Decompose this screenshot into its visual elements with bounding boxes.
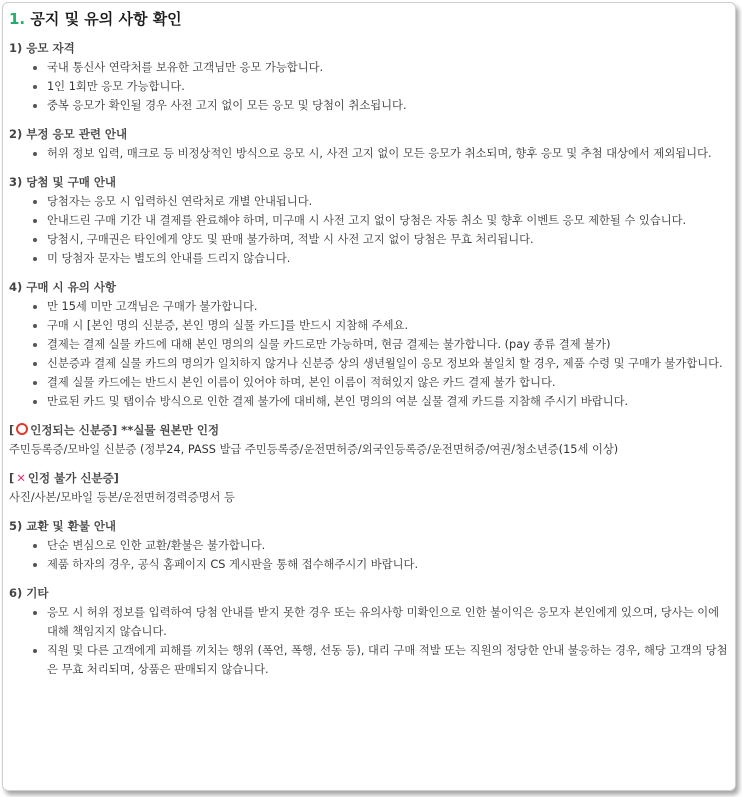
bracket: [ bbox=[9, 423, 15, 437]
page-title bbox=[9, 9, 729, 29]
section-winning bbox=[9, 173, 729, 268]
list-item: 제품 하자의 경우, 공식 홈페이지 CS 게시판을 통해 접수해주시기 바랍니다. bbox=[47, 555, 729, 574]
list-item: 만료된 카드 및 탭이슈 방식으로 인한 결제 불가에 대비해, 본인 명의의 여분 실물 결제 카드를 지참해 주시기 바랍니다. bbox=[47, 392, 729, 411]
list-item: 중복 응모가 확인될 경우 사전 고지 없이 모든 응모 및 당첨이 취소됩니다. bbox=[47, 96, 729, 115]
section-heading: 3) 당첨 및 구매 안내 bbox=[9, 175, 117, 189]
section-eligibility bbox=[9, 39, 729, 115]
rejected-id-heading bbox=[9, 469, 729, 488]
bullet-list bbox=[9, 58, 729, 115]
notice-panel bbox=[2, 2, 736, 791]
list-item: 응모 시 허위 정보를 입력하여 당첨 안내를 받지 못한 경우 또는 유의사항 미확인으로 인한 불이익은 응모자 본인에게 있으며, 당사는 이에 대해 책임지지 않습니다. bbox=[47, 603, 729, 641]
list-item: 만 15세 미만 고객님은 구매가 불가합니다. bbox=[47, 297, 729, 316]
section-heading: 6) 기타 bbox=[9, 586, 49, 600]
list-item: 허위 정보 입력, 매크로 등 비정상적인 방식으로 응모 시, 사전 고지 없이 모든 응모가 취소되며, 향후 응모 및 추첨 대상에서 제외됩니다. bbox=[47, 144, 729, 163]
title-text: 공지 및 유의 사항 확인 bbox=[30, 10, 182, 28]
rejected-id-text: 사진/사본/모바일 등본/운전면허경력증명서 등 bbox=[9, 491, 235, 504]
section-refund bbox=[9, 517, 729, 574]
list-item: 당첨시, 구매권은 타인에게 양도 및 판매 불가하며, 적발 시 사전 고지 없이 당첨은 무효 처리됩니다. bbox=[47, 230, 729, 249]
list-item: 결제 실물 카드에는 반드시 본인 이름이 있어야 하며, 본인 이름이 적혀있지 않은 카드 결제 불가 합니다. bbox=[47, 373, 729, 392]
accepted-id-heading bbox=[9, 421, 729, 440]
list-item: 단순 변심으로 인한 교환/환불은 불가합니다. bbox=[47, 536, 729, 555]
accepted-id-label: 인정되는 신분증] **실물 원본만 인정 bbox=[30, 423, 220, 437]
bullet-list bbox=[9, 536, 729, 574]
title-number: 1. bbox=[9, 10, 26, 28]
bracket: [ bbox=[9, 471, 15, 485]
list-item: 1인 1회만 응모 가능합니다. bbox=[47, 77, 729, 96]
rejected-id-block bbox=[9, 469, 729, 507]
accepted-id-text: 주민등록증/모바일 신분증 (정부24, PASS 발급 주민등록증/운전면허증/외국인등록증/운전면허증/여권/청소년증(15세 이상) bbox=[9, 443, 619, 456]
circle-icon bbox=[16, 423, 28, 435]
section-heading: 4) 구매 시 유의 사항 bbox=[9, 280, 117, 294]
section-etc bbox=[9, 584, 729, 679]
list-item: 구매 시 [본인 명의 신분증, 본인 명의 실물 카드]를 반드시 지참해 주세요. bbox=[47, 316, 729, 335]
list-item: 신분증과 결제 실물 카드의 명의가 일치하지 않거나 신분증 상의 생년월일이 응모 정보와 불일치 할 경우, 제품 수령 및 구매가 불가합니다. bbox=[47, 354, 729, 373]
bullet-list bbox=[9, 297, 729, 411]
bullet-list bbox=[9, 192, 729, 268]
list-item: 직원 및 다른 고객에게 피해를 끼치는 행위 (폭언, 폭행, 선동 등), 대리 구매 적발 또는 직원의 정당한 안내 불응하는 경우, 해당 고객의 당첨은 무효 처리되며, 상품은 판매되지 않습니다. bbox=[47, 641, 729, 679]
section-purchase bbox=[9, 278, 729, 411]
rejected-id-label: 인정 불가 신분증] bbox=[27, 471, 119, 485]
list-item: 미 당첨자 문자는 별도의 안내를 드리지 않습니다. bbox=[47, 249, 729, 268]
bullet-list bbox=[9, 144, 729, 163]
list-item: 당첨자는 응모 시 입력하신 연락처로 개별 안내됩니다. bbox=[47, 192, 729, 211]
list-item: 결제는 결제 실물 카드에 대해 본인 명의의 실물 카드로만 가능하며, 현금 결제는 불가합니다. (pay 종류 결제 불가) bbox=[47, 335, 729, 354]
cross-icon: ✕ bbox=[16, 471, 26, 485]
section-heading: 2) 부정 응모 관련 안내 bbox=[9, 127, 128, 141]
list-item: 국내 통신사 연락처를 보유한 고객님만 응모 가능합니다. bbox=[47, 58, 729, 77]
section-heading: 1) 응모 자격 bbox=[9, 41, 75, 55]
section-fraud bbox=[9, 125, 729, 163]
bullet-list bbox=[9, 603, 729, 679]
accepted-id-block bbox=[9, 421, 729, 459]
notice-content bbox=[9, 7, 729, 689]
section-heading: 5) 교환 및 환불 안내 bbox=[9, 519, 117, 533]
list-item: 안내드린 구매 기간 내 결제를 완료해야 하며, 미구매 시 사전 고지 없이 당첨은 자동 취소 및 향후 이벤트 응모 제한될 수 있습니다. bbox=[47, 211, 729, 230]
